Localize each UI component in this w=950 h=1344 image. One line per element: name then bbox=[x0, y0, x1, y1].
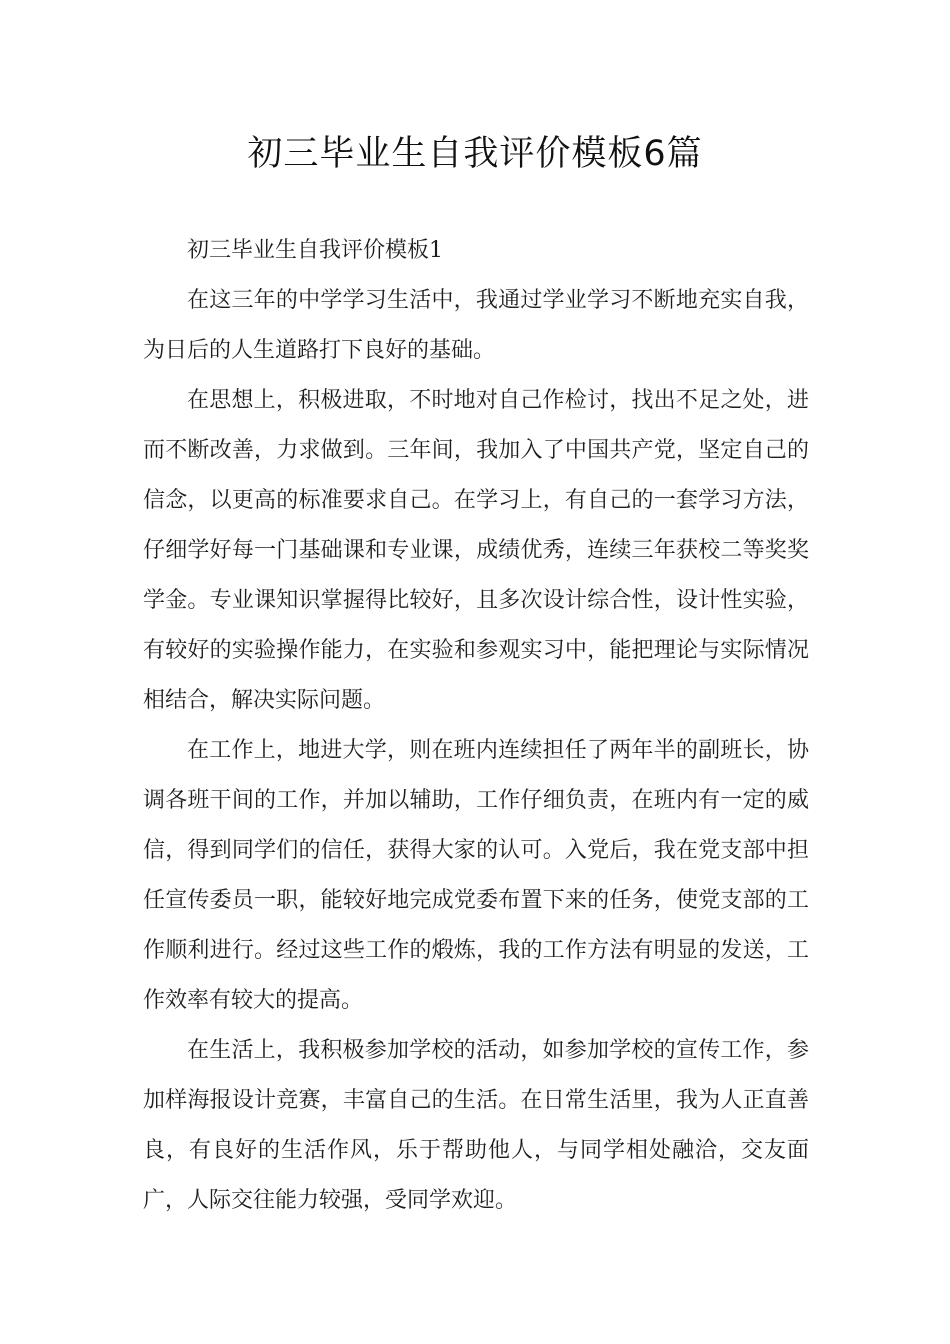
document-title: 初三毕业生自我评价模板6篇 bbox=[247, 134, 703, 174]
paragraph-work: 在工作上，地进大学，则在班内连续担任了两年半的副班长，协调各班干间的工作，并加以辅助，工作仔细负责，在班内有一定的威信，得到同学们的信任，获得大家的认可。入党后，我在党支部中担任宣传委员一职，能较好地完成党委布置下来的任务，使党支部的工作顺利进行。经过这些工作的煅炼，我的工作方法有明显的发送，工作效率有较大的提高。 bbox=[143, 738, 809, 1013]
document-body bbox=[143, 226, 809, 1226]
paragraph-life: 在生活上，我积极参加学校的活动，如参加学校的宣传工作，参加样海报设计竞赛，丰富自己的生活。在日常生活里，我为人正直善良，有良好的生活作风，乐于帮助他人，与同学相处融洽，交友面广，人际交往能力较强，受同学欢迎。 bbox=[143, 1038, 809, 1213]
paragraph-intro: 在这三年的中学学习生活中，我通过学业学习不断地充实自我，为日后的人生道路打下良好的基础。 bbox=[143, 288, 809, 363]
paragraph-thought-study: 在思想上，积极进取，不时地对自己作检讨，找出不足之处，进而不断改善，力求做到。三年间，我加入了中国共产党，坚定自己的信念，以更高的标准要求自己。在学习上，有自己的一套学习方法，仔细学好每一门基础课和专业课，成绩优秀，连续三年获校二等奖奖学金。专业课知识掌握得比较好，且多次设计综合性，设计性实验，有较好的实验操作能力，在实验和参观实习中，能把理论与实际情况相结合，解决实际问题。 bbox=[143, 388, 809, 713]
section-heading: 初三毕业生自我评价模板1 bbox=[187, 238, 443, 263]
